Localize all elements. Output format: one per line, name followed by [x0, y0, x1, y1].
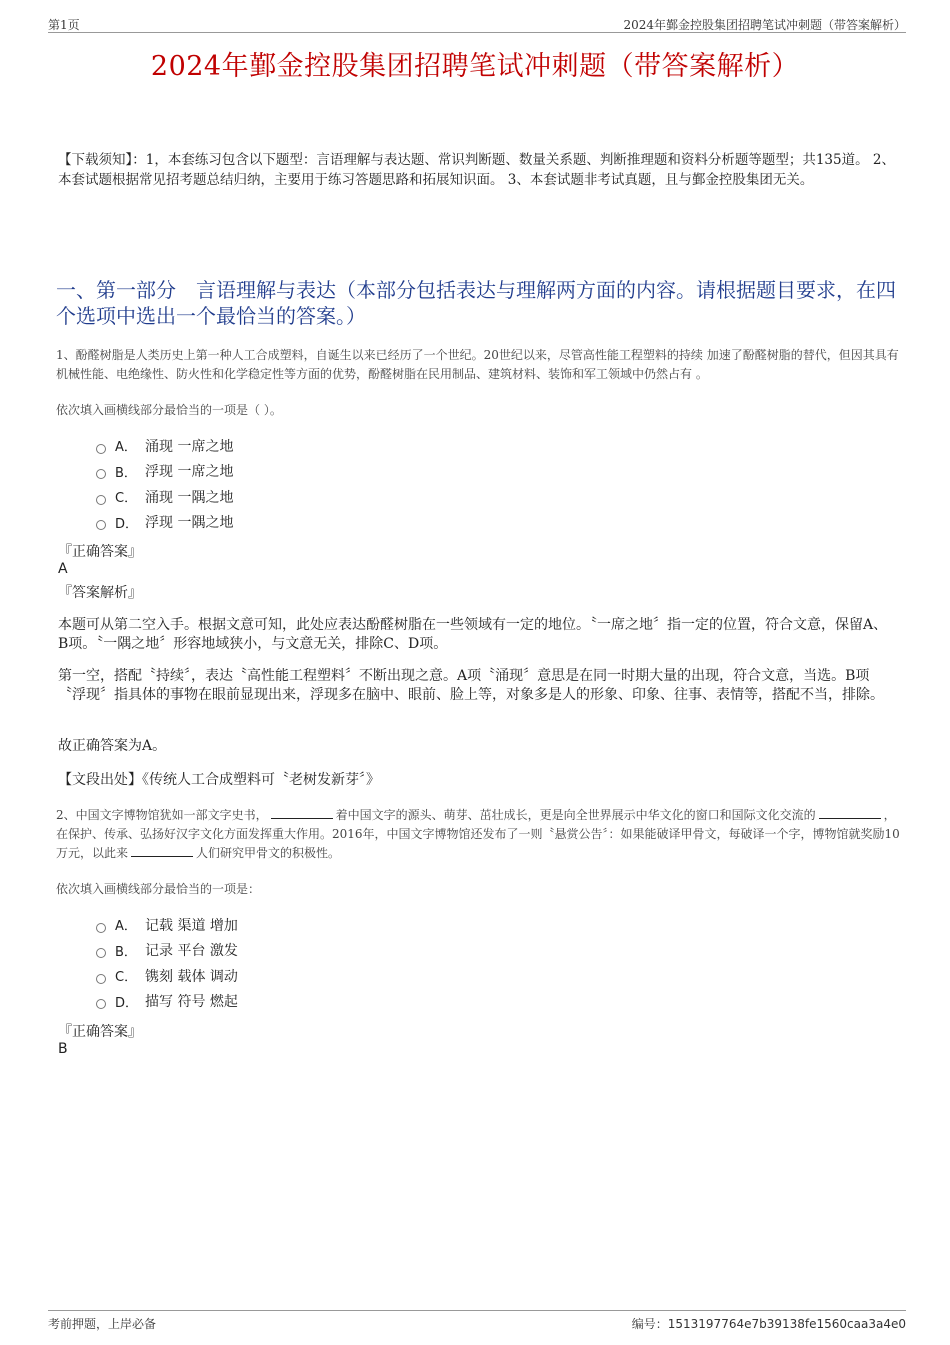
header-doc-title: 2024年鄞金控股集团招聘笔试冲刺题（带答案解析）	[623, 18, 906, 32]
analysis-conclusion: 故正确答案为A。	[58, 738, 167, 754]
option-text: 描写 符号 燃起	[145, 994, 238, 1011]
question-2-text-part: ，在保护、传承、弘扬好汉字文化方面发挥重大作用。2016年，中国文字博物馆还发布了一则〝悬赏公告〞：如果能破译甲骨文，每破译一个字，博物馆就奖励10万元，以此来	[56, 808, 900, 860]
download-notice: 【下载须知】：1，本套练习包含以下题型：言语理解与表达题、常识判断题、数量关系题、判断推理题和资料分析题等题型；共135道。 2、本套试题根据常见招考题总结归纳，主要用于练习答题思路和拓展知识面。 3、本套试题非考试真题，且与鄞金控股集团无关。	[58, 152, 895, 188]
answer-blank	[819, 806, 881, 819]
option-text: 涌现 一隅之地	[145, 489, 234, 506]
document-title: 2024年鄞金控股集团招聘笔试冲刺题（带答案解析）	[150, 51, 800, 82]
footer-slogan: 考前押题，上岸必备	[48, 1317, 157, 1331]
question-1-prompt: 依次填入画横线部分最恰当的一项是（ ）。	[56, 403, 282, 417]
option-key: A．	[115, 440, 137, 456]
question-2-text	[56, 806, 902, 863]
analysis-paragraph-2: 第一空，搭配〝持续〞，表达〝高性能工程塑料〞不断出现之意。A项〝涌现〞意思是在同一时期大量的出现，符合文意，当选。B项〝浮现〞指具体的事物在眼前显现出来，浮现多在脑中、眼前、脸上等，对象多是人的形象、印象、往事、表情等，搭配不当，排除。	[58, 668, 884, 703]
option-b[interactable]	[96, 938, 238, 964]
option-key: D．	[115, 995, 139, 1011]
option-key: B．	[115, 944, 137, 960]
option-text: 涌现 一席之地	[145, 438, 234, 455]
option-key: D．	[115, 516, 139, 532]
option-text: 记载 渠道 增加	[145, 917, 238, 934]
radio-icon[interactable]	[96, 974, 106, 984]
document-code-value: 1513197764e7b39138fe1560caa3a4e0	[667, 1317, 906, 1331]
correct-answer-label: 『正确答案』	[58, 1024, 142, 1040]
analysis-paragraph-1: 本题可从第二空入手。根据文意可知，此处应表达酚醛树脂在一些领域有一定的地位。〝一席之地〞指一定的位置，符合文意，保留A、B项。〝一隅之地〞形容地域狭小，与文意无关，排除C、D项。	[58, 617, 888, 652]
question-2-text-part: 2、中国文字博物馆犹如一部文字史书，	[56, 808, 268, 822]
document-code	[632, 1315, 906, 1332]
question-2-text-part: 人们研究甲骨文的积极性。	[196, 846, 341, 860]
option-a[interactable]	[96, 912, 238, 938]
question-1-options	[96, 433, 233, 535]
radio-icon[interactable]	[96, 948, 106, 958]
question-2-options	[96, 912, 238, 1014]
page-footer	[48, 1310, 906, 1335]
question-1-text: 1、酚醛树脂是人类历史上第一种人工合成塑料，自诞生以来已经历了一个世纪。20世纪以来，尽管高性能工程塑料的持续 加速了酚醛树脂的替代，但因其具有机械性能、电绝缘性、防火性和化学稳定性等方面的优势，酚醛树脂在民用制品、建筑材料、装饰和军工领域中仍然占有 。	[56, 348, 899, 381]
page-number: 第1页	[48, 18, 80, 32]
option-key: C．	[115, 491, 138, 507]
option-a[interactable]	[96, 433, 233, 459]
correct-answer: B	[58, 1041, 68, 1057]
page-header	[48, 14, 906, 33]
radio-icon[interactable]	[96, 923, 106, 933]
section-title: 一、第一部分 言语理解与表达（本部分包括表达与理解两方面的内容。请根据题目要求，在四个选项中选出一个最恰当的答案。）	[56, 278, 896, 328]
option-text: 浮现 一席之地	[145, 464, 234, 481]
option-d[interactable]	[96, 989, 238, 1015]
correct-answer: A	[58, 561, 68, 577]
option-c[interactable]	[96, 484, 233, 510]
option-text: 记录 平台 激发	[145, 943, 238, 960]
radio-icon[interactable]	[96, 469, 106, 479]
option-text: 浮现 一隅之地	[145, 515, 234, 532]
radio-icon[interactable]	[96, 444, 106, 454]
question-2-prompt: 依次填入画横线部分最恰当的一项是：	[56, 882, 261, 896]
radio-icon[interactable]	[96, 520, 106, 530]
answer-blank	[131, 844, 193, 857]
option-key: C．	[115, 970, 138, 986]
passage-source: 【文段出处】《传统人工合成塑料可〝老树发新芽〞》	[58, 772, 380, 788]
radio-icon[interactable]	[96, 999, 106, 1009]
option-text: 镌刻 载体 调动	[145, 968, 238, 985]
option-d[interactable]	[96, 510, 233, 536]
document-code-label: 编号：	[631, 1317, 668, 1331]
option-b[interactable]	[96, 459, 233, 485]
radio-icon[interactable]	[96, 495, 106, 505]
option-key: A．	[115, 919, 137, 935]
question-2-text-part: 着中国文字的源头、萌芽、茁壮成长，更是向全世界展示中华文化的窗口和国际文化交流的	[335, 808, 816, 822]
correct-answer-label: 『正确答案』	[58, 544, 142, 560]
option-c[interactable]	[96, 963, 238, 989]
option-key: B．	[115, 465, 137, 481]
analysis-label: 『答案解析』	[58, 585, 142, 601]
answer-blank	[271, 806, 333, 819]
